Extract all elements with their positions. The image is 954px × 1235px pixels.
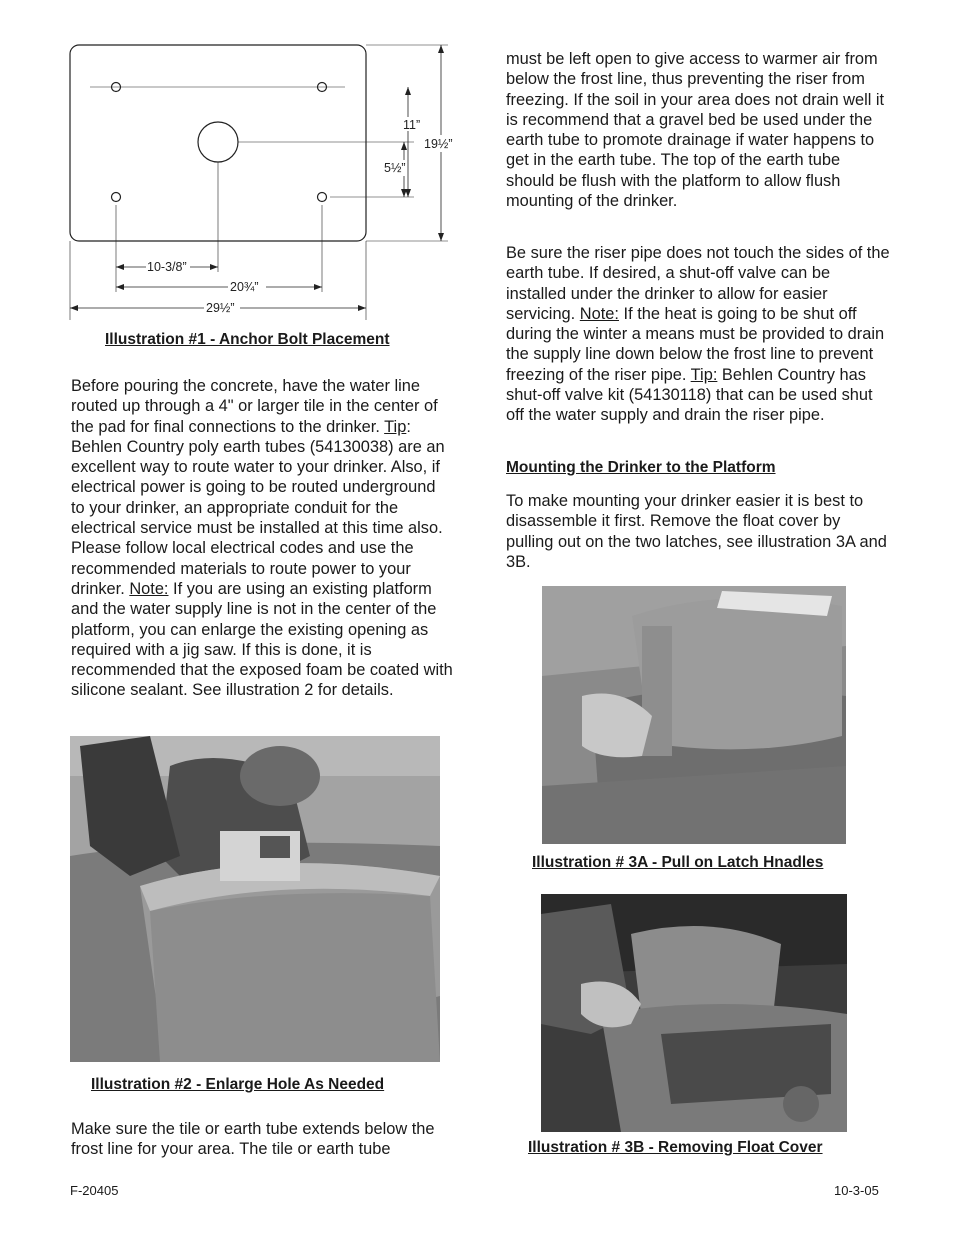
- note-label: Note:: [579, 304, 619, 323]
- footer-date: 10-3-05: [834, 1183, 879, 1198]
- right-paragraph-2: Be sure the riser pipe does not touch the sides of the earth tube. If desired, a shut-off valve can be installed under the drinker to allow for easier servicing. Note: If the heat is going to be shut off during the winter a means must be provided to drain the supply line down below the frost line to prevent freezing of the riser pipe. Tip: Behlen Country has shut-off valve kit (54130118) that can be used shut off the water supply and drain the riser pipe.: [506, 244, 890, 425]
- right-paragraph-1: must be left open to give access to warmer air from below the frost line, thus preventing the riser from freezing. If the soil in your area does not drain well it is recommend that a gravel bed be used under the earth tube to promote drainage if water happens to get in the earth tube. The top of the earth tube should be flush with the platform to allow flush mounting of the drinker.: [506, 50, 885, 211]
- footer-doc-number: F-20405: [70, 1183, 119, 1198]
- photo-removing-float-cover: [541, 894, 847, 1132]
- tip-label: Tip: [384, 417, 407, 436]
- bolt-hole: [318, 193, 327, 202]
- anchor-bolt-diagram: [0, 0, 480, 330]
- dim-29-half: 29½”: [206, 301, 235, 315]
- dim-10-3-8: 10-3/8”: [147, 260, 187, 274]
- dim-11: 11”: [403, 118, 421, 132]
- section-heading-mounting: Mounting the Drinker to the Platform: [506, 459, 776, 476]
- right-paragraph-3: To make mounting your drinker easier it is best to disassemble it first. Remove the float cover by pulling out on the two latches, see illustration 3A and 3B.: [506, 492, 887, 571]
- caption-illustration-1: Illustration #1 - Anchor Bolt Placement: [105, 331, 390, 348]
- bolt-hole: [112, 193, 121, 202]
- tip-label: Tip:: [690, 365, 718, 384]
- left-paragraph-1: Before pouring the concrete, have the water line routed up through a 4" or larger tile in the center of the pad for final connections to the drinker. Tip: Behlen Country poly earth tubes (54130038) are an excellent way to route water to your drinker. Also, if electrical power is going to be routed underground to your drinker, an appropriate conduit for the electrical service must be installed at this time also. Please follow local electrical codes and use the recommended materials to route power to your drinker. Note: If you are using an existing platform and the water supply line is not in the center of the platform, you can enlarge the existing opening as required with a jig saw. If this is done, it is recommended that the exposed foam be coated with silicone sealant. See illustration 2 for details.: [71, 377, 453, 700]
- dim-19-half: 19½”: [424, 137, 453, 151]
- photo-enlarge-hole: [70, 736, 440, 1062]
- dim-5-half: 5½”: [384, 161, 406, 175]
- caption-illustration-3b: Illustration # 3B - Removing Float Cover: [528, 1139, 823, 1156]
- left-paragraph-2: Make sure the tile or earth tube extends below the frost line for your area. The tile or earth tube: [71, 1120, 435, 1159]
- dim-20-3-4: 20¾”: [230, 280, 259, 294]
- caption-illustration-3a: Illustration # 3A - Pull on Latch Hnadles: [532, 854, 824, 871]
- note-label: Note:: [129, 579, 169, 598]
- photo-pull-latch-handles: [542, 586, 846, 844]
- caption-illustration-2: Illustration #2 - Enlarge Hole As Needed: [91, 1076, 385, 1093]
- center-water-hole: [198, 122, 238, 162]
